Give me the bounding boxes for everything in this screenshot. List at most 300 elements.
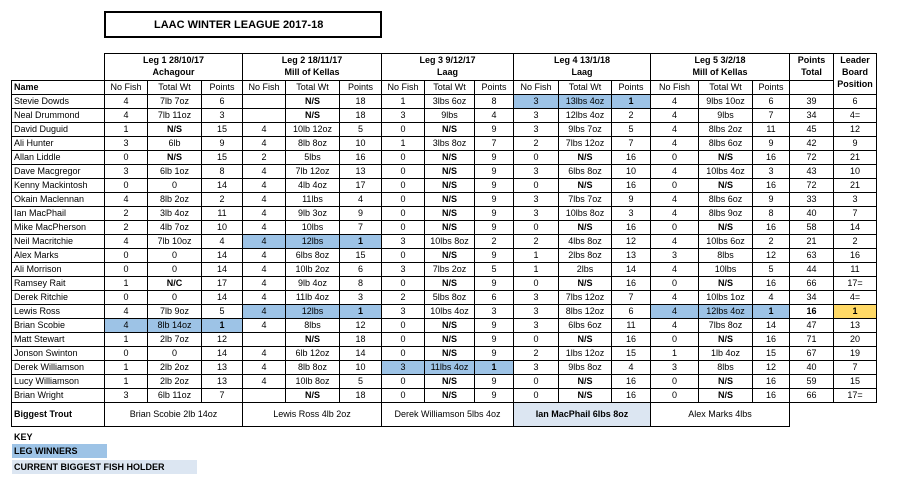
no-fish-cell: 4 <box>243 234 286 248</box>
points-cell: 1 <box>753 304 790 318</box>
points-cell: 1 <box>340 234 382 248</box>
points-cell: 16 <box>612 332 651 346</box>
no-fish-header: No Fish <box>105 80 148 94</box>
biggest-trout-leg-3: Derek Williamson 5lbs 4oz <box>382 402 514 426</box>
total-wt-cell: 12lbs <box>286 304 340 318</box>
total-wt-cell: 8lbs 2oz <box>699 122 753 136</box>
angler-name: Kenny Mackintosh <box>12 178 105 192</box>
no-fish-cell: 4 <box>243 346 286 360</box>
no-fish-header: No Fish <box>382 80 425 94</box>
points-total-cell: 34 <box>790 108 834 122</box>
total-wt-cell: 9lbs 8oz <box>559 360 612 374</box>
total-wt-cell: 10lbs <box>286 220 340 234</box>
table-row <box>12 164 877 178</box>
total-wt-cell: N/S <box>559 388 612 402</box>
leader-board-header: Leader Board Position <box>834 54 877 95</box>
no-fish-cell: 3 <box>514 360 559 374</box>
table-row <box>12 332 877 346</box>
total-wt-cell: 10lbs 6oz <box>699 234 753 248</box>
total-wt-cell: N/S <box>148 122 202 136</box>
total-wt-cell: 2lb 2oz <box>148 360 202 374</box>
points-cell: 13 <box>202 360 243 374</box>
points-cell: 9 <box>475 318 514 332</box>
no-fish-cell: 4 <box>105 234 148 248</box>
no-fish-cell: 0 <box>382 164 425 178</box>
total-wt-cell: 8lbs 6oz <box>699 136 753 150</box>
angler-name: Brian Wright <box>12 388 105 402</box>
biggest-trout-row <box>12 402 877 426</box>
no-fish-cell: 1 <box>105 276 148 290</box>
points-cell: 6 <box>475 290 514 304</box>
no-fish-cell: 4 <box>651 262 699 276</box>
total-wt-cell: 10lb 8oz <box>286 374 340 388</box>
angler-name: David Duguid <box>12 122 105 136</box>
no-fish-cell: 2 <box>514 136 559 150</box>
leader-position-cell: 19 <box>834 346 877 360</box>
points-cell: 5 <box>475 262 514 276</box>
leader-position-cell: 4= <box>834 290 877 304</box>
angler-name: Brian Scobie <box>12 318 105 332</box>
league-table <box>11 53 877 427</box>
name-header: Name <box>12 80 105 94</box>
no-fish-cell: 4 <box>243 220 286 234</box>
points-cell: 9 <box>475 248 514 262</box>
no-fish-cell: 4 <box>243 248 286 262</box>
points-cell: 16 <box>612 388 651 402</box>
points-cell: 16 <box>612 150 651 164</box>
biggest-trout-label: Biggest Trout <box>12 402 105 426</box>
no-fish-cell: 3 <box>514 94 559 108</box>
total-wt-cell: 8lbs 6oz <box>699 192 753 206</box>
no-fish-cell: 4 <box>105 192 148 206</box>
no-fish-cell: 0 <box>514 332 559 346</box>
no-fish-cell: 4 <box>105 94 148 108</box>
total-wt-cell: 4lbs 8oz <box>559 234 612 248</box>
points-cell: 1 <box>202 318 243 332</box>
total-wt-cell: N/S <box>425 150 475 164</box>
no-fish-cell: 0 <box>514 276 559 290</box>
total-wt-cell: 4lb 4oz <box>286 178 340 192</box>
points-cell: 5 <box>753 262 790 276</box>
total-wt-cell: 7lbs 2oz <box>425 262 475 276</box>
angler-name: Ian MacPhail <box>12 206 105 220</box>
no-fish-cell <box>243 94 286 108</box>
total-wt-cell: 9lbs <box>425 108 475 122</box>
no-fish-cell: 0 <box>382 332 425 346</box>
no-fish-cell: 3 <box>514 192 559 206</box>
points-cell: 15 <box>202 122 243 136</box>
total-wt-cell: 12lbs 4oz <box>699 304 753 318</box>
total-wt-cell: 3lbs 8oz <box>425 136 475 150</box>
total-wt-cell: 2lbs <box>559 262 612 276</box>
leg-header-3: Leg 3 9/12/17 Laag <box>382 54 514 81</box>
points-cell: 7 <box>753 108 790 122</box>
leader-position-cell: 7 <box>834 206 877 220</box>
no-fish-cell: 2 <box>105 206 148 220</box>
leg-header-4: Leg 4 13/1/18 Laag <box>514 54 651 81</box>
total-wt-cell: 6lbs 6oz <box>559 318 612 332</box>
table-row <box>12 178 877 192</box>
total-wt-cell: 3lb 4oz <box>148 206 202 220</box>
table-row <box>12 108 877 122</box>
total-wt-cell: N/S <box>559 220 612 234</box>
no-fish-cell: 4 <box>651 318 699 332</box>
total-wt-cell: 7lbs 12oz <box>559 290 612 304</box>
no-fish-cell: 0 <box>514 150 559 164</box>
no-fish-cell: 1 <box>514 262 559 276</box>
points-cell: 10 <box>202 220 243 234</box>
no-fish-cell: 3 <box>514 206 559 220</box>
total-wt-cell: 8lbs 12oz <box>559 304 612 318</box>
points-cell: 18 <box>340 388 382 402</box>
total-wt-cell: 10lbs 1oz <box>699 290 753 304</box>
points-cell: 2 <box>612 108 651 122</box>
total-wt-cell: 8lb 8oz <box>286 136 340 150</box>
no-fish-cell: 0 <box>514 178 559 192</box>
total-wt-cell: 9lbs 10oz <box>699 94 753 108</box>
points-cell: 9 <box>475 220 514 234</box>
points-cell: 14 <box>202 262 243 276</box>
no-fish-cell: 1 <box>105 360 148 374</box>
no-fish-cell: 0 <box>651 374 699 388</box>
total-wt-cell: 3lbs 6oz <box>425 94 475 108</box>
no-fish-cell: 3 <box>651 248 699 262</box>
no-fish-cell: 1 <box>514 248 559 262</box>
total-wt-cell: N/S <box>425 388 475 402</box>
total-wt-cell: N/S <box>425 122 475 136</box>
angler-name: Stevie Dowds <box>12 94 105 108</box>
leader-position-cell: 14 <box>834 220 877 234</box>
points-cell: 6 <box>753 94 790 108</box>
points-total-cell: 40 <box>790 360 834 374</box>
total-wt-cell: N/S <box>286 388 340 402</box>
points-cell: 9 <box>475 346 514 360</box>
leader-position-cell: 15 <box>834 374 877 388</box>
no-fish-cell <box>243 108 286 122</box>
total-wt-cell: 10lbs 8oz <box>559 206 612 220</box>
no-fish-cell: 4 <box>243 360 286 374</box>
no-fish-cell: 4 <box>243 164 286 178</box>
leader-position-cell: 6 <box>834 94 877 108</box>
table-row <box>12 220 877 234</box>
points-cell: 14 <box>340 346 382 360</box>
no-fish-cell: 4 <box>651 206 699 220</box>
total-wt-header: Total Wt <box>559 80 612 94</box>
no-fish-cell: 4 <box>651 234 699 248</box>
no-fish-cell: 0 <box>382 388 425 402</box>
leader-position-cell: 21 <box>834 178 877 192</box>
points-cell: 4 <box>612 360 651 374</box>
points-header: Points <box>612 80 651 94</box>
points-cell: 2 <box>202 192 243 206</box>
total-wt-cell: 7lb 10oz <box>148 234 202 248</box>
no-fish-cell: 2 <box>243 150 286 164</box>
points-cell: 16 <box>753 220 790 234</box>
total-wt-cell: 10lb 12oz <box>286 122 340 136</box>
angler-name: Ali Hunter <box>12 136 105 150</box>
table-row <box>12 248 877 262</box>
table-row <box>12 304 877 318</box>
total-wt-cell: 6lb <box>148 136 202 150</box>
total-wt-cell: 10lbs 4oz <box>425 304 475 318</box>
total-wt-cell: 0 <box>148 248 202 262</box>
points-cell: 14 <box>753 318 790 332</box>
points-cell: 6 <box>612 304 651 318</box>
angler-name: Derek Williamson <box>12 360 105 374</box>
angler-name: Neal Drummond <box>12 108 105 122</box>
no-fish-cell: 0 <box>382 318 425 332</box>
angler-name: Mike MacPherson <box>12 220 105 234</box>
points-cell: 15 <box>612 346 651 360</box>
points-cell: 12 <box>753 248 790 262</box>
angler-name: Okain Maclennan <box>12 192 105 206</box>
total-wt-header: Total Wt <box>286 80 340 94</box>
no-fish-cell: 1 <box>651 346 699 360</box>
points-cell: 16 <box>612 374 651 388</box>
total-wt-cell: N/S <box>699 276 753 290</box>
points-cell: 18 <box>340 94 382 108</box>
biggest-trout-leg-5: Alex Marks 4lbs <box>651 402 790 426</box>
points-total-cell: 58 <box>790 220 834 234</box>
total-wt-cell: 9lb 3oz <box>286 206 340 220</box>
no-fish-cell: 4 <box>651 94 699 108</box>
total-wt-cell: 0 <box>148 178 202 192</box>
no-fish-cell: 3 <box>651 360 699 374</box>
table-row <box>12 388 877 402</box>
total-wt-cell: 7lbs 7oz <box>559 192 612 206</box>
no-fish-cell: 2 <box>382 290 425 304</box>
points-cell: 7 <box>612 290 651 304</box>
no-fish-cell: 4 <box>105 304 148 318</box>
no-fish-cell: 3 <box>382 108 425 122</box>
points-total-cell: 66 <box>790 388 834 402</box>
points-total-cell: 72 <box>790 178 834 192</box>
no-fish-cell: 0 <box>651 150 699 164</box>
points-total-cell: 34 <box>790 290 834 304</box>
leader-position-cell: 16 <box>834 248 877 262</box>
points-cell: 8 <box>475 94 514 108</box>
biggest-trout-leg-1: Brian Scobie 2lb 14oz <box>105 402 243 426</box>
points-cell: 6 <box>202 94 243 108</box>
no-fish-cell: 4 <box>243 192 286 206</box>
points-cell: 9 <box>475 178 514 192</box>
points-cell: 13 <box>202 374 243 388</box>
key-leg-winners: LEG WINNERS <box>12 444 107 458</box>
total-wt-cell: 10lbs <box>699 262 753 276</box>
points-cell: 11 <box>202 206 243 220</box>
no-fish-cell: 1 <box>105 332 148 346</box>
leg-header-1: Leg 1 28/10/17 Achagour <box>105 54 243 81</box>
no-fish-cell: 4 <box>243 178 286 192</box>
points-cell: 14 <box>202 178 243 192</box>
no-fish-cell: 3 <box>105 388 148 402</box>
no-fish-cell: 4 <box>243 318 286 332</box>
points-cell: 5 <box>202 304 243 318</box>
biggest-trout-leg-2: Lewis Ross 4lb 2oz <box>243 402 382 426</box>
points-cell: 1 <box>475 360 514 374</box>
leader-position-cell: 1 <box>834 304 877 318</box>
points-header: Points <box>753 80 790 94</box>
total-wt-cell: 8lbs <box>699 248 753 262</box>
points-cell: 16 <box>753 178 790 192</box>
points-header: Points <box>202 80 243 94</box>
points-cell: 3 <box>340 290 382 304</box>
no-fish-cell: 4 <box>651 164 699 178</box>
table-row <box>12 290 877 304</box>
table-row <box>12 94 877 108</box>
points-cell: 8 <box>753 206 790 220</box>
table-row <box>12 234 877 248</box>
total-wt-cell: 9lbs 7oz <box>559 122 612 136</box>
total-wt-cell: 8lb 2oz <box>148 192 202 206</box>
points-header: Points <box>475 80 514 94</box>
leg-header-row <box>12 54 877 67</box>
no-fish-cell: 0 <box>651 332 699 346</box>
points-cell: 9 <box>475 164 514 178</box>
total-wt-cell: 7lbs 12oz <box>559 136 612 150</box>
no-fish-cell: 0 <box>514 374 559 388</box>
points-total-cell: 47 <box>790 318 834 332</box>
points-cell: 14 <box>202 248 243 262</box>
no-fish-cell: 4 <box>105 108 148 122</box>
no-fish-cell: 0 <box>382 192 425 206</box>
points-cell: 15 <box>340 248 382 262</box>
total-wt-cell: 10lb 2oz <box>286 262 340 276</box>
no-fish-cell: 2 <box>105 220 148 234</box>
points-cell: 9 <box>475 276 514 290</box>
total-wt-cell: 9lbs <box>699 108 753 122</box>
table-row <box>12 206 877 220</box>
points-cell: 5 <box>340 374 382 388</box>
no-fish-cell: 0 <box>514 388 559 402</box>
no-fish-cell: 0 <box>382 346 425 360</box>
leader-position-cell: 10 <box>834 164 877 178</box>
no-fish-cell: 1 <box>382 136 425 150</box>
no-fish-cell: 1 <box>105 374 148 388</box>
no-fish-cell: 0 <box>514 220 559 234</box>
no-fish-cell: 0 <box>105 262 148 276</box>
no-fish-cell: 0 <box>651 388 699 402</box>
no-fish-cell: 3 <box>514 318 559 332</box>
no-fish-cell: 4 <box>651 290 699 304</box>
no-fish-cell: 4 <box>651 192 699 206</box>
total-wt-cell: 8lbs <box>286 318 340 332</box>
points-cell: 9 <box>475 192 514 206</box>
no-fish-cell: 0 <box>382 220 425 234</box>
no-fish-cell: 4 <box>243 374 286 388</box>
no-fish-cell: 0 <box>382 374 425 388</box>
total-wt-cell: N/S <box>425 276 475 290</box>
leader-position-cell: 9 <box>834 136 877 150</box>
no-fish-cell: 3 <box>514 122 559 136</box>
angler-name: Alex Marks <box>12 248 105 262</box>
points-cell: 13 <box>612 248 651 262</box>
points-total-header: Points Total <box>790 54 834 81</box>
table-row <box>12 374 877 388</box>
points-cell: 16 <box>612 220 651 234</box>
table-row <box>12 150 877 164</box>
league-title: LAAC WINTER LEAGUE 2017-18 <box>104 11 382 38</box>
no-fish-cell: 4 <box>243 136 286 150</box>
points-cell: 9 <box>475 388 514 402</box>
total-wt-header: Total Wt <box>699 80 753 94</box>
total-wt-cell: 7lbs 8oz <box>699 318 753 332</box>
points-cell: 7 <box>202 388 243 402</box>
points-cell: 8 <box>340 276 382 290</box>
points-cell: 7 <box>612 136 651 150</box>
points-cell: 4 <box>753 290 790 304</box>
no-fish-cell: 4 <box>651 136 699 150</box>
points-cell: 16 <box>612 276 651 290</box>
no-fish-cell: 3 <box>382 360 425 374</box>
points-cell: 9 <box>475 374 514 388</box>
angler-name: Jonson Swinton <box>12 346 105 360</box>
total-wt-cell: 6lb 11oz <box>148 388 202 402</box>
table-row <box>12 360 877 374</box>
points-cell: 14 <box>202 346 243 360</box>
no-fish-cell: 0 <box>651 178 699 192</box>
leader-position-cell: 2 <box>834 234 877 248</box>
total-wt-cell: 0 <box>148 346 202 360</box>
points-total-cell: 33 <box>790 192 834 206</box>
total-wt-cell: 7lb 11oz <box>148 108 202 122</box>
points-cell: 12 <box>202 332 243 346</box>
points-cell: 17 <box>202 276 243 290</box>
total-wt-cell: N/S <box>699 388 753 402</box>
points-cell: 3 <box>612 206 651 220</box>
points-cell: 3 <box>475 304 514 318</box>
leader-position-cell: 17= <box>834 276 877 290</box>
points-cell: 5 <box>612 122 651 136</box>
total-wt-cell: N/S <box>559 332 612 346</box>
points-cell: 1 <box>612 94 651 108</box>
points-cell: 2 <box>475 234 514 248</box>
no-fish-cell: 3 <box>105 136 148 150</box>
points-cell: 15 <box>202 150 243 164</box>
points-cell: 9 <box>475 332 514 346</box>
total-wt-cell: 1lbs 12oz <box>559 346 612 360</box>
points-cell: 11 <box>753 122 790 136</box>
points-cell: 9 <box>753 136 790 150</box>
no-fish-cell: 3 <box>382 262 425 276</box>
no-fish-cell: 3 <box>382 234 425 248</box>
points-cell: 18 <box>340 108 382 122</box>
points-cell: 7 <box>340 220 382 234</box>
points-total-cell: 39 <box>790 94 834 108</box>
no-fish-cell: 4 <box>243 262 286 276</box>
no-fish-cell: 3 <box>514 304 559 318</box>
no-fish-cell: 4 <box>651 122 699 136</box>
points-cell: 6 <box>340 262 382 276</box>
total-wt-cell: 8lbs 9oz <box>699 206 753 220</box>
total-wt-cell: N/S <box>699 220 753 234</box>
total-wt-cell: 8lb 14oz <box>148 318 202 332</box>
angler-name: Ali Morrison <box>12 262 105 276</box>
points-cell: 10 <box>340 360 382 374</box>
total-wt-cell: 0 <box>148 290 202 304</box>
points-total-cell: 21 <box>790 234 834 248</box>
points-total-cell: 42 <box>790 136 834 150</box>
points-cell: 4 <box>475 108 514 122</box>
table-row <box>12 122 877 136</box>
no-fish-cell: 3 <box>514 290 559 304</box>
total-wt-cell: 7lb 7oz <box>148 94 202 108</box>
table-row <box>12 136 877 150</box>
points-cell: 2 <box>753 234 790 248</box>
points-cell: 3 <box>753 164 790 178</box>
leader-position-cell: 21 <box>834 150 877 164</box>
total-wt-cell: 8lb 8oz <box>286 360 340 374</box>
